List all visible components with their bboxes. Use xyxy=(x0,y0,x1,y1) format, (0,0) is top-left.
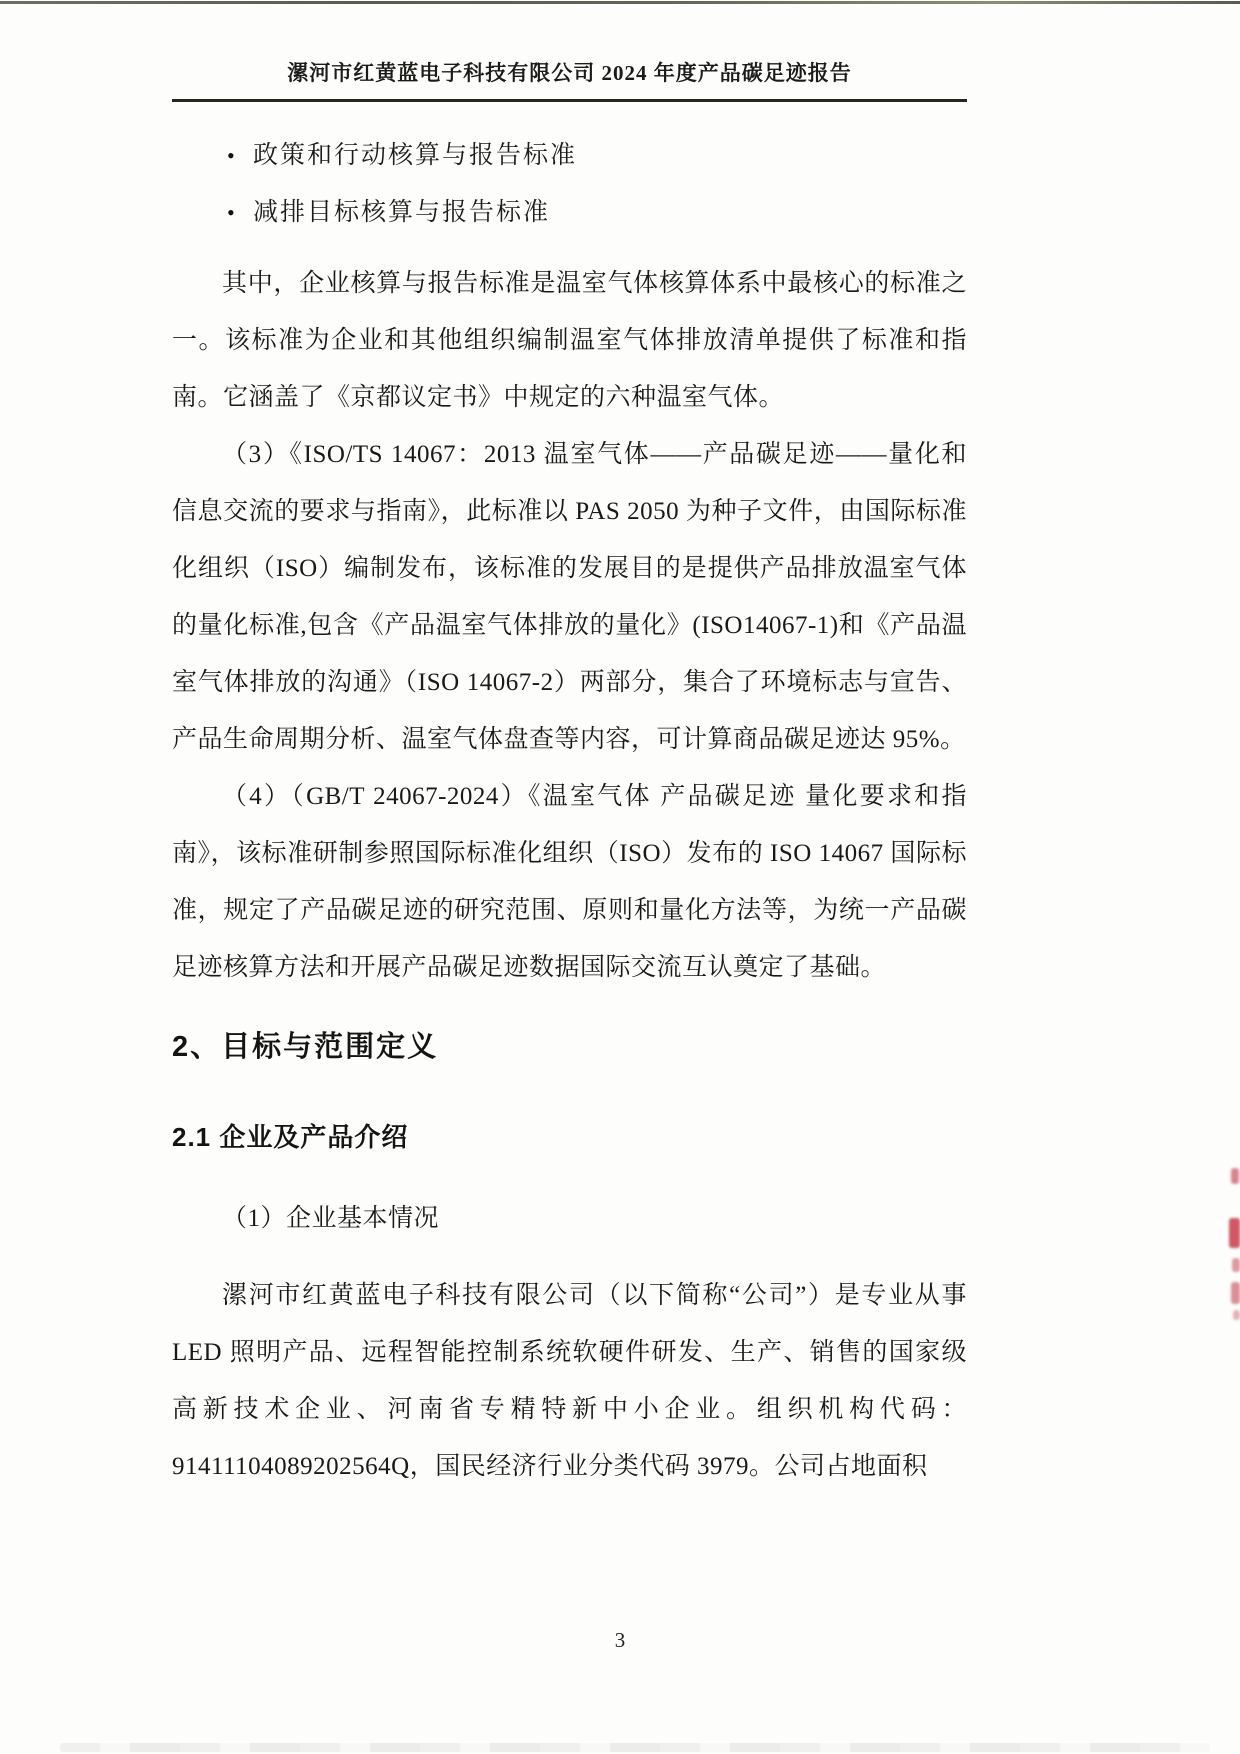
bullet-text: 减排目标核算与报告标准 xyxy=(253,199,551,226)
paragraph-company-intro: 漯河市红黄蓝电子科技有限公司（以下简称“公司”）是专业从事 LED 照明产品、远程智能控制系统软硬件研发、生产、销售的国家级高新技术企业、河南省专精特新中小企业。组织机构代码：91411104089202564Q，国民经济行业分类代码 3979。公司占地面积 xyxy=(172,1282,967,1480)
scan-artifact-red-edge-mark xyxy=(1233,1310,1240,1320)
subsection-heading-company-product: 2.1 企业及产品介绍 xyxy=(172,1122,409,1152)
scan-artifact-red-edge-mark xyxy=(1231,1282,1240,1304)
paragraph-core-standard: 其中，企业核算与报告标准是温室气体核算体系中最核心的标准之一。该标准为企业和其他组织编制温室气体排放清单提供了标准和指南。它涵盖了《京都议定书》中规定的六种温室气体。 xyxy=(172,270,967,411)
list-item xyxy=(227,127,967,184)
bullet-list xyxy=(172,127,967,241)
scan-artifact-top-edge xyxy=(0,1,1240,4)
scan-artifact-red-edge-mark xyxy=(1229,1218,1240,1248)
bullet-icon xyxy=(227,127,253,184)
page-header xyxy=(172,58,967,102)
page-content xyxy=(172,58,967,1495)
list-item xyxy=(227,184,967,241)
scan-artifact-bottom-edge xyxy=(60,1743,1210,1752)
paragraph-iso-ts-14067: （3）《ISO/TS 14067：2013 温室气体——产品碳足迹——量化和信息交流的要求与指南》，此标准以 PAS 2050 为种子文件，由国际标准化组织（ISO）编制发布，该标准的发展目的是提供产品排放温室气体的量化标准,包含《产品温室气体排放的量化》(ISO14067-1)和《产品温室气体排放的沟通》（ISO 14067-2）两部分，集合了环境标志与宣告、产品生命周期分析、温室气体盘查等内容，可计算商品碳足迹达 95%。 xyxy=(172,441,967,753)
bullet-text: 政策和行动核算与报告标准 xyxy=(253,142,578,169)
scan-artifact-red-edge-mark xyxy=(1231,1168,1239,1184)
header-title: 漯河市红黄蓝电子科技有限公司 2024 年度产品碳足迹报告 xyxy=(287,61,852,85)
scan-artifact-red-edge-mark xyxy=(1232,1258,1240,1272)
page-number: 3 xyxy=(614,1628,626,1652)
sub-item-company-basics: （1）企业基本情况 xyxy=(222,1205,440,1232)
paragraph-gbt-24067: （4）（GB/T 24067-2024）《温室气体 产品碳足迹 量化要求和指南》，该标准研制参照国际标准化组织（ISO）发布的 ISO 14067 国际标准，规定了产品碳足迹的研究范围、原则和量化方法等，为统一产品碳足迹核算方法和开展产品碳足迹数据国际交流互认奠定了基础。 xyxy=(172,783,967,981)
section-heading-goal-scope: 2、目标与范围定义 xyxy=(172,1031,439,1063)
bullet-icon xyxy=(227,184,253,241)
